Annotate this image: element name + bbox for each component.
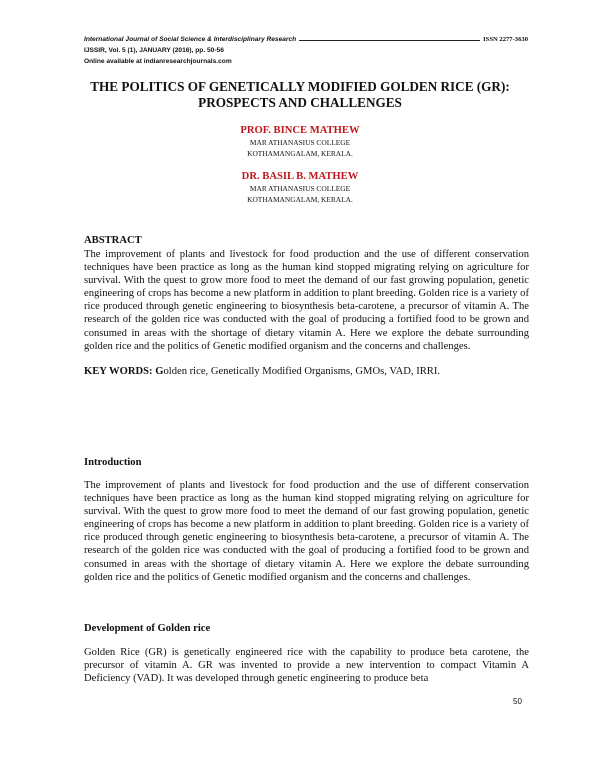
introduction-heading: Introduction — [84, 457, 142, 468]
author-name: PROF. BINCE MATHEW — [240, 125, 360, 136]
author-name: DR. BASIL B. MATHEW — [241, 171, 359, 182]
page-number: 50 — [513, 697, 522, 706]
author-block-2 — [200, 170, 400, 205]
online-info: Online available at indianresearchjournals.com — [84, 58, 232, 65]
development-heading: Development of Golden rice — [84, 623, 211, 634]
keywords-label: KEY WORDS: G — [84, 366, 164, 377]
development-text: Golden Rice (GR) is genetically engineered rice with the capability to produce beta carotene, the precursor of vitamin A. GR was invented to provide a new intervention to compact Vitamin A Deficiency (VAD). It was developed through genetic engineering to produce beta — [84, 647, 529, 685]
author-place: KOTHAMANGALAM, KERALA. — [247, 149, 353, 158]
header-rule — [299, 40, 480, 41]
running-header — [84, 34, 528, 67]
title-line-1: THE POLITICS OF GENETICALLY MODIFIED GOLDEN RICE (GR): — [90, 79, 510, 94]
keywords — [84, 366, 440, 377]
abstract-heading: ABSTRACT — [84, 235, 142, 246]
volume-info: IJSSIR, Vol. 5 (1), JANUARY (2016), pp. 50-56 — [84, 47, 224, 54]
journal-name: International Journal of Social Science & Interdisciplinary Research — [84, 36, 297, 43]
author-place: KOTHAMANGALAM, KERALA. — [247, 195, 353, 204]
issn: ISSN 2277-3630 — [483, 36, 528, 43]
title-line-2: PROSPECTS AND CHALLENGES — [198, 95, 402, 110]
introduction-text: The improvement of plants and livestock for food production and the use of different conservation techniques have been practice as long as the human kind stopped migrating relying on agriculture for survival. With the quest to grow more food to meet the demand of our fast growing population, genetic engineering of crops has become a new platform in addition to plant breeding. Golden rice is a variety of rice produced through genetic engineering to biosynthesis beta-carotene, a precursor of vitamin A. The research of the golden rice was conducted with the goal of producing a fortified food to be grown and consumed in areas with the shortage of dietary vitamin A. Here we explore the debate surrounding golden rice and the politics of Genetic modified organism and the concerns and challenges. — [84, 480, 529, 583]
paper-title — [60, 79, 540, 111]
author-college: MAR ATHANASIUS COLLEGE — [249, 184, 351, 193]
author-college: MAR ATHANASIUS COLLEGE — [249, 138, 351, 147]
abstract-text: The improvement of plants and livestock for food production and the use of different conservation techniques have been practice as long as the human kind stopped migrating relying on agriculture for survival. With the quest to grow more food to meet the demand of our fast growing population, genetic engineering of crops has become a new platform in addition to plant breeding. Golden rice is a variety of rice produced through genetic engineering to biosynthesis beta-carotene, a precursor of vitamin A. The research of the golden rice was conducted with the goal of producing a fortified food to be grown and consumed in areas with the shortage of dietary vitamin A. Here we explore the debate surrounding golden rice and the politics of Genetic modified organism and the concerns and challenges. — [84, 249, 529, 352]
author-block-1 — [200, 124, 400, 159]
keywords-text: olden rice, Genetically Modified Organisms, GMOs, VAD, IRRI. — [163, 366, 441, 377]
